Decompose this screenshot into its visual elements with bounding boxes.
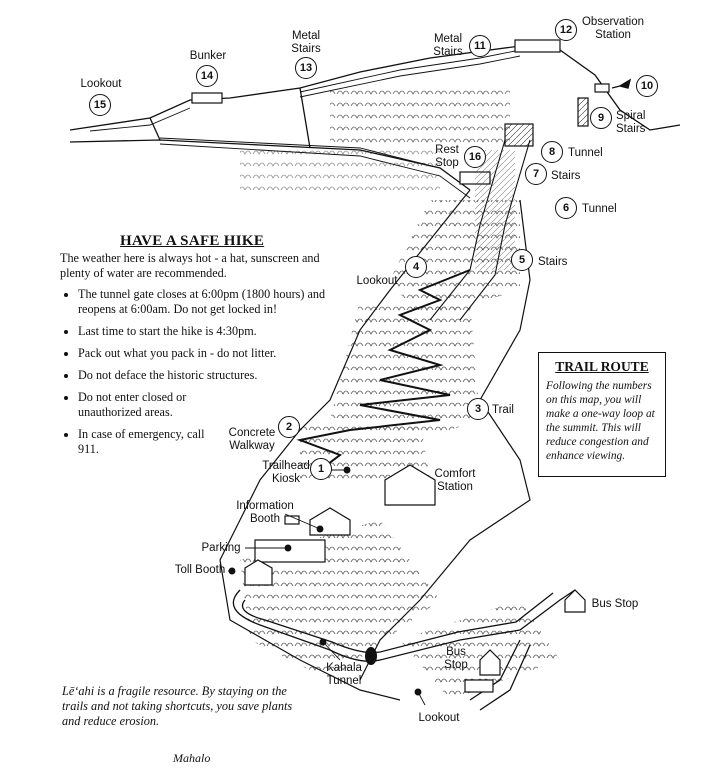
stop-marker-7[interactable]: 7 (525, 163, 547, 185)
toll-booth-label: Toll Booth (174, 564, 226, 576)
stop-marker-13[interactable]: 13 (295, 57, 317, 79)
rule-item: • Do not deface the historic structures. (78, 368, 350, 383)
stop-label-11: Metal Stairs (433, 33, 463, 58)
trail-route-title: TRAIL ROUTE (555, 359, 649, 374)
kahala-tunnel-label: Kahala Tunnel (326, 662, 362, 687)
stop-label-2: Concrete Walkway (228, 427, 276, 452)
stop-marker-8[interactable]: 8 (541, 141, 563, 163)
stop-label-16: Rest Stop (435, 144, 459, 169)
comfort-station-label: Comfort Station (434, 468, 476, 493)
stop-marker-11[interactable]: 11 (469, 35, 491, 57)
stop-label-15: Lookout (80, 78, 122, 90)
safe-hike-intro: The weather here is always hot - a hat, sunscreen and plenty of water are recommended. (60, 251, 320, 280)
trail-route-box (538, 352, 666, 477)
stop-marker-10[interactable]: 10 (636, 75, 658, 97)
kahala-tunnel-mouth (365, 647, 377, 665)
crater-slope-brush (240, 150, 440, 190)
rule-item: • Pack out what you pack in - do not litter. (78, 346, 350, 361)
stop-label-9: Spiral Stairs (616, 110, 646, 135)
summit-brush (330, 90, 510, 145)
safe-hike-title: HAVE A SAFE HIKE (120, 233, 265, 249)
loop-arrow-icon (612, 80, 630, 88)
stop-marker-3[interactable]: 3 (467, 398, 489, 420)
rule-item: • The tunnel gate closes at 6:00pm (1800 hours) and reopens at 6:00am. Do not get locked in! (78, 287, 350, 317)
stop-label-1: Trailhead Kiosk (262, 460, 310, 485)
stop-label-5: Stairs (538, 256, 568, 268)
stop-label-12: Observation Station (581, 16, 644, 41)
stop-marker-6[interactable]: 6 (555, 197, 577, 219)
bus-stop-label-1: Bus Stop (591, 598, 639, 610)
rule-item: • Last time to start the hike is 4:30pm. (78, 324, 350, 339)
stop-marker-9[interactable]: 9 (590, 107, 612, 129)
stop-marker-2[interactable]: 2 (278, 416, 300, 438)
rule-item: • Do not enter closed or unauthorized areas. (78, 390, 248, 420)
stop-marker-14[interactable]: 14 (196, 65, 218, 87)
lookout-bottom-label: Lookout (418, 712, 460, 724)
stop-marker-16[interactable]: 16 (464, 146, 486, 168)
safe-hike-panel (60, 234, 350, 464)
stop-label-4: Lookout (356, 275, 398, 287)
stop-marker-5[interactable]: 5 (511, 249, 533, 271)
stop-label-7: Stairs (551, 170, 581, 182)
stop-label-8: Tunnel (568, 147, 603, 159)
bus-stop-label-2: Bus Stop (444, 646, 468, 671)
stop-marker-4[interactable]: 4 (405, 256, 427, 278)
stop-label-13: Metal Stairs (291, 30, 321, 55)
stop-label-6: Tunnel (582, 203, 617, 215)
mahalo-text: Mahalo (173, 751, 211, 765)
stop-marker-15[interactable]: 15 (89, 94, 111, 116)
information-booth-label: Information Booth (236, 500, 294, 525)
parking-label: Parking (201, 542, 241, 554)
fragile-resource-note: Lē‘ahi is a fragile resource. By staying on the trails and not taking shortcuts, you save plants and reduce erosion. (62, 684, 293, 728)
stop-label-14: Bunker (189, 50, 227, 62)
stop-marker-12[interactable]: 12 (555, 19, 577, 41)
rule-item: • In case of emergency, call 911. (78, 427, 218, 457)
stop-label-3: Trail (492, 404, 514, 416)
safe-hike-rules (60, 287, 350, 457)
trail-route-text: Following the numbers on this map, you will make a one-way loop at the summit. This will reduce congestion and enhance viewing. (546, 380, 655, 462)
stop-marker-1[interactable]: 1 (310, 458, 332, 480)
